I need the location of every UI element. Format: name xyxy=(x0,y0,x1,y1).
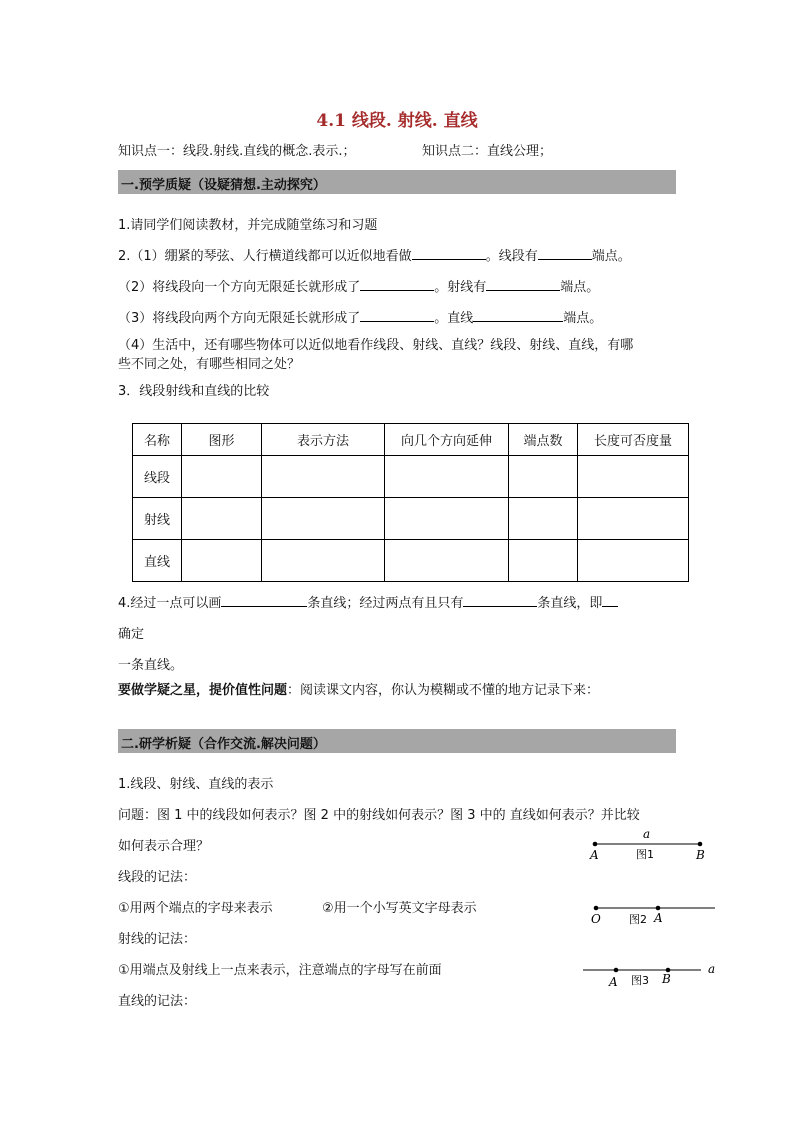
table-cell[interactable] xyxy=(509,498,578,540)
table-header: 表示方法 xyxy=(262,424,385,456)
table-cell[interactable] xyxy=(182,456,262,498)
section2-header xyxy=(118,729,676,753)
point-a-label: A xyxy=(609,975,618,989)
table-row xyxy=(133,456,689,498)
ray-notation-label: 射线的记法： xyxy=(118,932,197,947)
table-cell[interactable] xyxy=(182,498,262,540)
point-o-dot xyxy=(594,906,599,911)
table-cell[interactable] xyxy=(262,456,385,498)
table-header: 长度可否度量 xyxy=(578,424,689,456)
answer-blank[interactable] xyxy=(486,277,560,291)
point-a-dot xyxy=(656,906,661,911)
page-title: 4.1 线段. 射线. 直线 xyxy=(316,111,478,131)
question-2c: （3）将线段向两个方向无限延长就形成了 。直线 端点。 xyxy=(118,307,602,326)
answer-blank[interactable] xyxy=(463,593,537,607)
question-1: 1.请同学们阅读教材，并完成随堂练习和习题 xyxy=(118,218,378,233)
figure-1-segment xyxy=(580,826,720,862)
question-line1: 问题：图 1 中的线段如何表示？图 2 中的射线如何表示？图 3 中的 直线如何表示？并比较 xyxy=(118,808,640,823)
segment-label: a xyxy=(643,827,651,841)
table-header: 图形 xyxy=(182,424,262,456)
table-header-row xyxy=(133,424,689,456)
row-label: 线段 xyxy=(133,456,182,498)
table-cell[interactable] xyxy=(385,540,509,582)
row-label: 直线 xyxy=(133,540,182,582)
answer-blank[interactable] xyxy=(473,308,563,322)
table-cell[interactable] xyxy=(385,456,509,498)
figure-caption: 图2 xyxy=(629,913,647,926)
point-a-label: A xyxy=(654,911,663,925)
point-a-dot xyxy=(614,968,619,973)
table-cell[interactable] xyxy=(578,498,689,540)
question-2d-line2: 些不同之处，有哪些相同之处？ xyxy=(118,357,301,372)
table-cell[interactable] xyxy=(262,540,385,582)
line-label: a xyxy=(708,962,716,976)
point-b-label: B xyxy=(662,972,671,986)
point-b-label: B xyxy=(696,848,705,862)
figure-caption: 图3 xyxy=(631,974,649,987)
table-row xyxy=(133,540,689,582)
answer-blank[interactable] xyxy=(412,246,486,260)
figure-2-ray xyxy=(580,896,720,930)
segment-option-1: ①用两个端点的字母来表示 xyxy=(118,901,273,916)
knowledge-point-2: 知识点二：直线公理； xyxy=(422,144,553,159)
table-header: 名称 xyxy=(133,424,182,456)
question-4-line3: 一条直线。 xyxy=(118,658,184,673)
row-label: 射线 xyxy=(133,498,182,540)
table-cell[interactable] xyxy=(182,540,262,582)
answer-blank[interactable] xyxy=(538,246,592,260)
figure-3-line xyxy=(580,958,720,992)
table-cell[interactable] xyxy=(509,456,578,498)
answer-blank[interactable] xyxy=(360,308,434,322)
figure-caption: 图1 xyxy=(636,848,654,861)
table-header: 向几个方向延伸 xyxy=(385,424,509,456)
point-b-dot xyxy=(698,842,703,847)
question-2d-line1: （4）生活中，还有哪些物体可以近似地看作线段、射线、直线？线段、射线、直线，有哪 xyxy=(118,338,634,353)
answer-blank[interactable] xyxy=(602,593,618,607)
question-2b: （2）将线段向一个方向无限延长就形成了 。射线有 端点。 xyxy=(118,276,599,295)
section2-heading: 二.研学析疑（合作交流.解决问题） xyxy=(121,737,326,752)
answer-blank[interactable] xyxy=(221,593,307,607)
question-star: 要做学疑之星，提价值性问题：阅读课文内容，你认为模糊或不懂的地方记录下来： xyxy=(118,683,600,698)
question-line2: 如何表示合理？ xyxy=(118,839,210,854)
section1-header xyxy=(118,170,676,194)
table-cell[interactable] xyxy=(262,498,385,540)
point-a-label: A xyxy=(590,848,599,862)
knowledge-point-1: 知识点一：线段.射线.直线的概念.表示.； xyxy=(118,144,356,159)
table-cell[interactable] xyxy=(385,498,509,540)
section1-heading: 一.预学质疑（设疑猜想.主动探究） xyxy=(121,178,326,193)
point-a-dot xyxy=(593,842,598,847)
table-cell[interactable] xyxy=(578,540,689,582)
ray-option-1: ①用端点及射线上一点来表示，注意端点的字母写在前面 xyxy=(118,963,442,978)
table-cell[interactable] xyxy=(509,540,578,582)
answer-blank[interactable] xyxy=(360,277,434,291)
table-row xyxy=(133,498,689,540)
question-4-line2: 确定 xyxy=(118,627,145,642)
question-4: 4.经过一点可以画 条直线；经过两点有且只有 条直线，即 xyxy=(118,592,618,611)
point-o-label: O xyxy=(591,912,601,926)
table-header: 端点数 xyxy=(509,424,578,456)
line-notation-label: 直线的记法： xyxy=(118,994,197,1009)
segment-option-2: ②用一个小写英文字母表示 xyxy=(322,901,477,916)
item-1: 1.线段、射线、直线的表示 xyxy=(118,777,274,792)
table-cell[interactable] xyxy=(578,456,689,498)
question-2a: 2.（1）绷紧的琴弦、人行横道线都可以近似地看做 。线段有 端点。 xyxy=(118,245,631,264)
question-3: 3．线段射线和直线的比较 xyxy=(118,384,270,399)
segment-notation-label: 线段的记法： xyxy=(118,870,197,885)
comparison-table xyxy=(132,423,689,582)
